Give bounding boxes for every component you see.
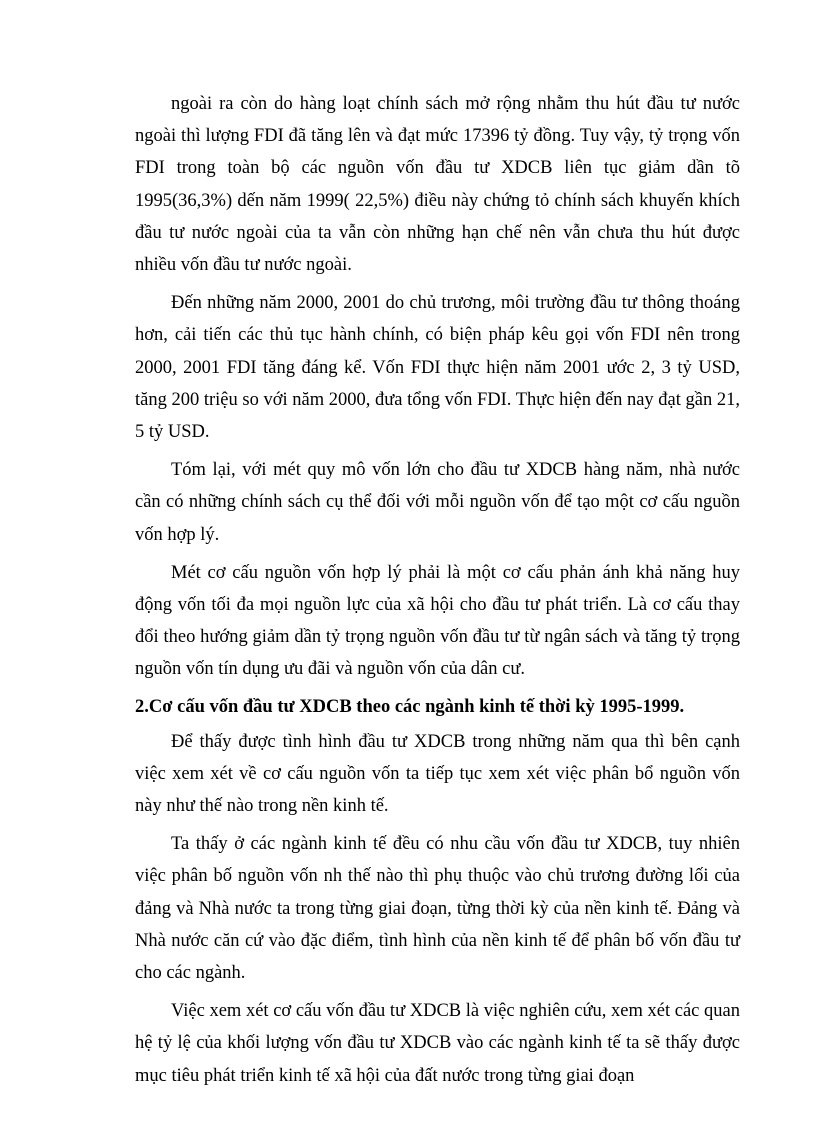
paragraph-fdi-2000-2001: Đến những năm 2000, 2001 do chủ trương, môi trường đầu tư thông thoáng hơn, cải tiến các thủ tục hành chính, có biện pháp kêu gọi vốn FDI nên trong 2000, 2001 FDI tăng đáng kể. Vốn FDI thực hiện năm 2001 ước 2, 3 tỷ USD, tăng 200 triệu so với năm 2000, đưa tổng vốn FDI. Thực hiện đến nay đạt gần 21, 5 tỷ USD. xyxy=(135,293,740,443)
paragraph-sector-allocation: Ta thấy ở các ngành kinh tế đều có nhu cầu vốn đầu tư XDCB, tuy nhiên việc phân bố nguồn vốn nh thế nào thì phụ thuộc vào chủ trương đường lối của đảng và Nhà nước ta trong từng giai đoạn, từng thời kỳ của nền kinh tế. Đảng và Nhà nước căn cứ vào đặc điểm, tình hình của nền kinh tế để phân bố vốn đầu tư cho các ngành. xyxy=(135,834,740,984)
document-body xyxy=(135,88,740,1098)
paragraph-fdi-growth: ngoài ra còn do hàng loạt chính sách mở rộng nhằm thu hút đầu tư nước ngoài thì lượng FDI đã tăng lên và đạt mức 17396 tỷ đồng. Tuy vậy, tỷ trọng vốn FDI trong toàn bộ các nguồn vốn đầu tư XDCB liên tục giảm dần tõ 1995(36,3%) dến năm 1999( 22,5%) điều này chứng tỏ chính sách khuyến khích đầu tư nước ngoài của ta vẫn còn những hạn chế nên vẫn chưa thu hút được nhiều vốn đầu tư nước ngoài. xyxy=(135,94,740,276)
paragraph-summary: Tóm lại, với mét quy mô vốn lớn cho đầu tư XDCB hàng năm, nhà nước cần có những chính sách cụ thể đối với mỗi nguồn vốn để tạo một cơ cấu nguồn vốn hợp lý. xyxy=(135,460,740,545)
paragraph-structure-review: Việc xem xét cơ cấu vốn đầu tư XDCB là việc nghiên cứu, xem xét các quan hệ tỷ lệ của khối lượng vốn đầu tư XDCB vào các ngành kinh tế ta sẽ thấy được mục tiêu phát triển kinh tế xã hội của đất nước trong từng giai đoạn xyxy=(135,1001,740,1086)
section-heading: 2.Cơ cấu vốn đầu tư XDCB theo các ngành kinh tế thời kỳ 1995-1999. xyxy=(135,696,685,717)
paragraph-investment-situation: Để thấy được tình hình đầu tư XDCB trong những năm qua thì bên cạnh việc xem xét về cơ cấu nguồn vốn ta tiếp tục xem xét việc phân bổ nguồn vốn này như thế nào trong nền kinh tế. xyxy=(135,731,740,817)
paragraph-reasonable-structure: Mét cơ cấu nguồn vốn hợp lý phải là một cơ cấu phản ánh khả năng huy động vốn tối đa mọi nguồn lực của xã hội cho đầu tư phát triển. Là cơ cấu thay đổi theo hướng giảm dần tỷ trọng nguồn vốn đầu tư từ ngân sách và tăng tỷ trọng nguồn vốn tín dụng ưu đãi và nguồn vốn của dân cư. xyxy=(135,562,740,680)
